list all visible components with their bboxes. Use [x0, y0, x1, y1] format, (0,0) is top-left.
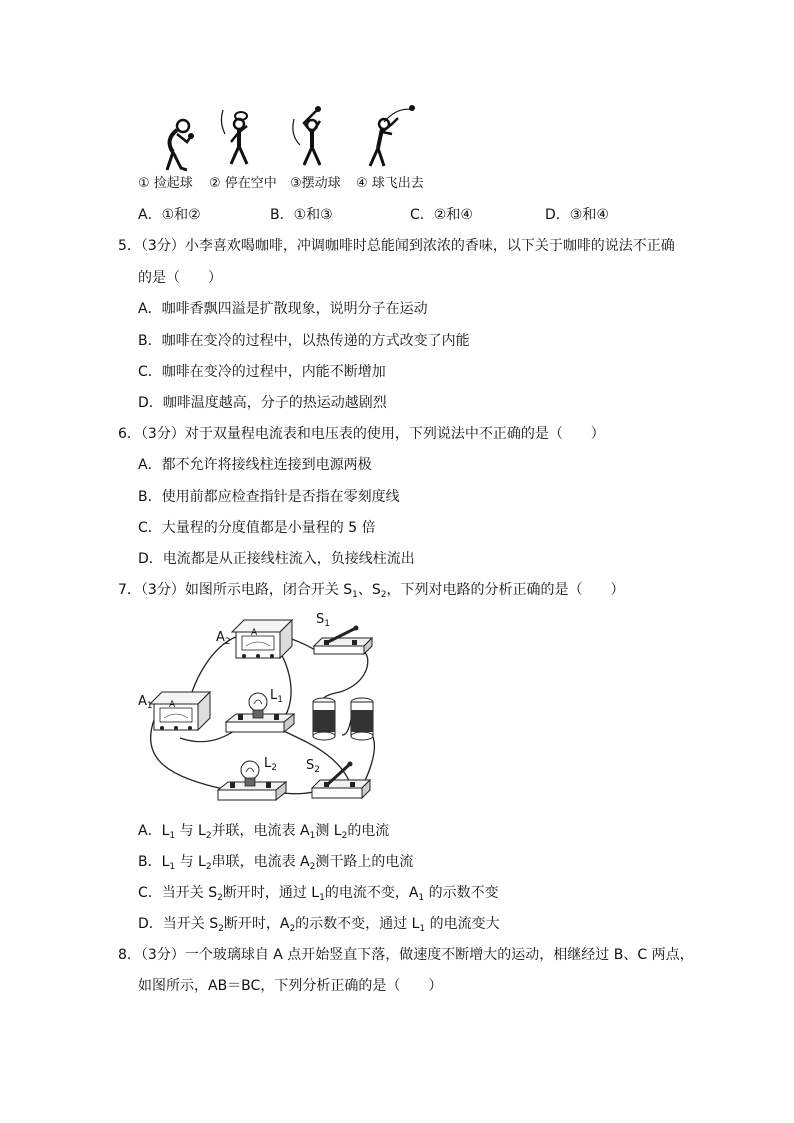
q7-option-c[interactable]: C．当开关 $S_2$断开时，通过 $L_1$的电流不变，$A_1$ 的示数不变	[138, 885, 499, 903]
ammeter-a1	[150, 684, 210, 734]
caption-ball-flies-out: ④ 球飞出去	[356, 176, 424, 191]
label-a2: $A_2$	[216, 630, 231, 647]
label-l1: $L_1$	[270, 688, 283, 705]
q4-option-b[interactable]: B．①和③	[270, 207, 333, 223]
q5-option-b[interactable]: B．咖啡在变冷的过程中，以热传递的方式改变了内能	[138, 333, 470, 349]
caption-swing-ball: ③摆动球	[290, 176, 341, 191]
q7-stem: 7．（3分）如图所示电路，闭合开关 $S_1$、$S_2$，下列对电路的分析正确的是（ ）	[118, 582, 625, 600]
ammeter-a1-face: A	[169, 700, 176, 710]
q4-option-c[interactable]: C．②和④	[410, 207, 473, 223]
q8-stem-line1: 8．（3分）一个玻璃球自 A 点开始竖直下落，做速度不断增大的运动，相继经过 B、C 两点，	[118, 947, 694, 963]
q4-option-a[interactable]: A．①和②	[138, 207, 201, 223]
q5-option-c[interactable]: C．咖啡在变冷的过程中，内能不断增加	[138, 364, 386, 380]
q5-option-a[interactable]: A．咖啡香飘四溢是扩散现象，说明分子在运动	[138, 301, 428, 317]
ammeter-a2-face: A	[251, 628, 258, 638]
switch-s2	[312, 760, 372, 804]
label-l2: $L_2$	[264, 756, 277, 773]
label-s2: $S_2$	[306, 758, 320, 775]
q7-option-d[interactable]: D．当开关 $S_2$断开时，$A_2$的示数不变，通过 $L_1$ 的电流变大	[138, 916, 500, 934]
q5-stem-line1: 5．（3分）小李喜欢喝咖啡，冲调咖啡时总能闻到浓浓的香味，以下关于咖啡的说法不正确	[118, 238, 675, 254]
label-s1: $S_1$	[316, 612, 330, 629]
q8-stem-line2: 如图所示，AB＝BC，下列分析正确的是（ ）	[138, 978, 443, 994]
q5-stem-line2: 的是（ ）	[138, 270, 222, 286]
q6-option-c[interactable]: C．大量程的分度值都是小量程的 5 倍	[138, 520, 376, 536]
q6-stem: 6．（3分）对于双量程电流表和电压表的使用，下列说法中不正确的是（ ）	[118, 426, 605, 442]
label-a1: $A_1$	[138, 694, 153, 711]
q5-option-d[interactable]: D．咖啡温度越高，分子的热运动越剧烈	[138, 395, 387, 411]
battery-pair	[310, 696, 380, 746]
caption-stop-in-air: ② 停在空中	[209, 176, 277, 191]
q6-option-a[interactable]: A．都不允许将接线柱连接到电源两极	[138, 457, 372, 473]
q7-option-b[interactable]: B．$L_1$ 与 $L_2$串联，电流表 $A_2$测干路上的电流	[138, 854, 414, 872]
switch-s1	[314, 622, 374, 662]
ammeter-a2	[232, 612, 292, 662]
q7-option-a[interactable]: A．$L_1$ 与 $L_2$并联，电流表 $A_1$测 $L_2$的电流	[138, 823, 390, 841]
q6-option-b[interactable]: B．使用前都应检查指针是否指在零刻度线	[138, 489, 400, 505]
lamp-l2	[218, 758, 288, 808]
caption-pick-up-ball: ① 捡起球	[138, 176, 193, 191]
q4-option-d[interactable]: D．③和④	[545, 207, 609, 223]
q6-option-d[interactable]: D．电流都是从正接线柱流入，负接线柱流出	[138, 551, 415, 567]
lamp-l1	[226, 690, 296, 740]
